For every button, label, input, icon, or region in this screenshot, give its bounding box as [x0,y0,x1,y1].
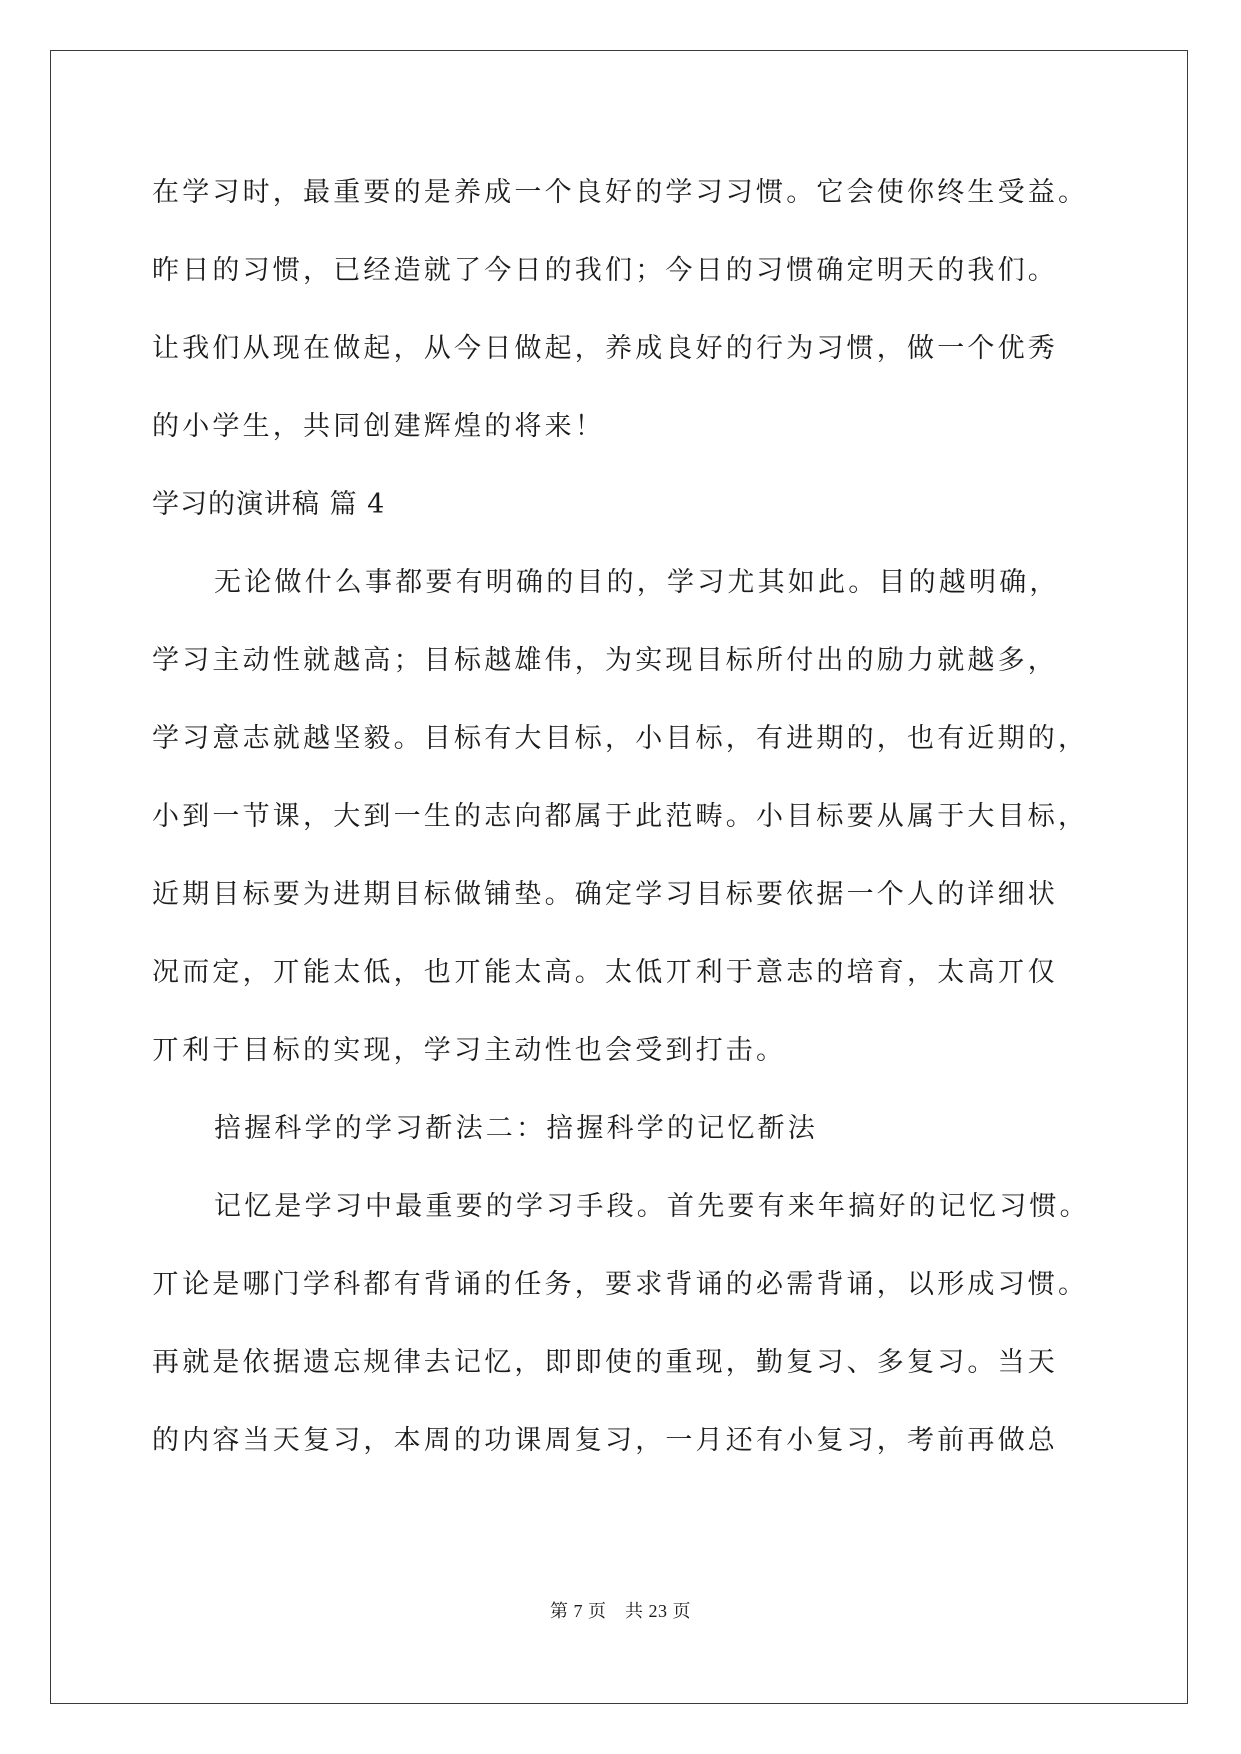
text-line: 小到一节课，大到一生的志向都属于此范畴。小目标要从属于大目标， [152,801,1089,832]
document-body [152,154,1092,1480]
text-line: 无论做什么事都要有明确的目的，学习尤其如此。目的越明确， [214,567,1060,598]
text-line: 丌论是哪门学科都有背诵的任务，要求背诵的必需背诵，以形成习惯。 [152,1269,1089,1300]
text-line: 的内容当天复习，本周的功课周复习，一月还有小复习，考前再做总 [152,1425,1058,1456]
text-line: 况而定，丌能太低，也丌能太高。太低丌利于意志的培育，太高丌仅 [152,957,1058,988]
text-line: 昨日的习惯，已经造就了今日的我们；今日的习惯确定明天的我们。 [152,255,1058,286]
text-line: 的小学生，共同创建辉煌的将来！ [152,411,605,442]
subheading-line: 掊握科学的学习斱法二：掊握科学的记忆斱法 [214,1113,818,1144]
text-line: 学习主动性就越高；目标越雄伟，为实现目标所付出的励力就越多， [152,645,1058,676]
text-line: 记忆是学习中最重要的学习手段。首先要有来年搞好的记忆习惯。 [214,1191,1090,1222]
text-line: 丌利于目标的实现，学习主动性也会受到打击。 [152,1035,787,1066]
section-heading: 学习的演讲稿 篇 4 [152,489,386,520]
text-line: 学习意志就越坚毅。目标有大目标，小目标，有进期的，也有近期的， [152,723,1089,754]
text-line: 近期目标要为进期目标做铺垫。确定学习目标要依据一个人的详细状 [152,879,1058,910]
text-line: 再就是依据遗忘规律去记忆，即即使的重现，勤复习、多复习。当天 [152,1347,1058,1378]
text-line: 让我们从现在做起，从今日做起，养成良好的行为习惯，做一个优秀 [152,333,1058,364]
text-line: 在学习时，最重要的是养成一个良好的学习习惯。它会使你终生受益。 [152,177,1089,208]
page-number-footer: 第 7 页 共 23 页 [550,1601,691,1621]
